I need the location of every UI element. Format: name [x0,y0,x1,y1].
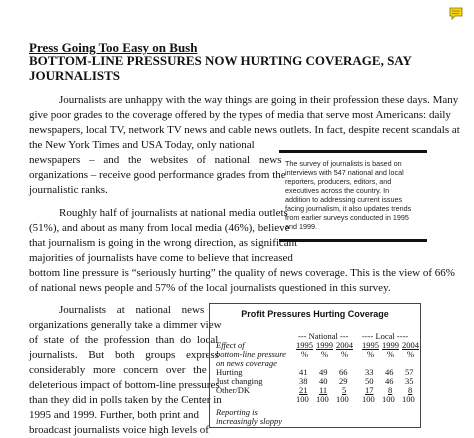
body-line: Journalists at national news [59,304,205,316]
table-cell: 46 [385,367,394,377]
table-cell: 8 [388,385,393,395]
year-header: 1999 [382,340,399,350]
body-line: deleterious impact of bottom-line pressures [29,379,220,391]
sidebar-line: executives across the country. In [285,186,390,195]
sidebar-line: from earlier surveys conducted in 1995 [285,213,409,222]
body-line: 1995 and 1999. Further, both print and [29,409,200,421]
table-cell: 100 [296,394,309,404]
table-title: Profit Pressures Hurting Coverage [241,309,389,319]
table-cell: 100 [362,394,375,404]
body-line: of state of the profession than do local [29,334,219,346]
body-line: that journalism is going in the wrong direction, as significant [29,237,298,249]
body-line: organizations generally take a dimmer view [29,319,222,331]
year-header: 2004 [336,340,353,350]
table-cell: 8 [408,385,413,395]
table-cell: 35 [405,376,414,386]
body-line: journalistic ranks. [29,184,108,196]
body-line: than they did in polls taken by the Center in [29,394,222,406]
year-header: 1995 [296,340,313,350]
sidebar-line: interviews with 547 national and local [285,168,404,177]
table-cell: 57 [405,367,414,377]
table-cell: 100 [316,394,329,404]
table-cell: 100 [336,394,349,404]
pct-header: % [341,349,349,359]
effect-label: bottom-line pressure [216,349,286,359]
table-cell: 40 [319,376,328,386]
body-line: of national news people and 57% of the local journalists questioned in this survey. [29,282,391,294]
body-line: Journalists are unhappy with the way things are going in their profession these days. Many [59,94,459,106]
sidebar-line: facing journalism, it also updates trends [285,204,412,213]
table-cell: 41 [299,367,308,377]
pct-header: % [387,349,395,359]
profit-pressures-table [209,303,421,428]
body-line: newspapers – and the websites of national news [29,154,282,166]
body-line: the New York Times and USA Today, only national [29,139,255,151]
table-cell: 100 [402,394,415,404]
table-cell: 11 [319,385,328,395]
effect-label: Effect of [216,340,245,350]
body-line: considerably more concern over the [29,364,207,376]
body-line: (51%), and about as many from local media (46%), believe [29,222,290,234]
table-cell: 100 [382,394,395,404]
table-cell: 38 [299,376,308,386]
row-label: Other/DK [216,385,250,395]
table-cell: 50 [365,376,374,386]
national-header: --- National --- [298,331,349,341]
local-header: ---- Local ---- [362,331,409,341]
row-label: Hurting [216,367,243,377]
body-line: give poor grades to the coverage offered by the types of media that serve most Americans: daily [29,109,451,121]
survey-sidebar [279,150,427,242]
sidebar-line: addition to addressing current issues [285,195,403,204]
body-line: organizations – receive good performance grades from the [29,169,286,181]
table-cell: 46 [385,376,394,386]
table-cell: 21 [299,385,308,395]
table-cell: 5 [342,385,347,395]
pct-header: % [367,349,375,359]
table-cell: 29 [339,376,348,386]
year-header: 1995 [362,340,379,350]
row-label: Just changing [216,376,263,386]
body-line: newspapers, local TV, network TV news and cable news outlets. In fact, despite recent scandals at [29,124,460,136]
headline: BOTTOM-LINE PRESSURES NOW HURTING COVERAGE, SAY JOURNALISTS [29,53,412,83]
pct-header: % [301,349,309,359]
body-line: bottom line pressure is “seriously hurting” the quality of news coverage. This is the view of 66% [29,267,455,279]
sidebar-line: reporters, producers, editors, and [285,177,392,186]
year-header: 2004 [402,340,419,350]
reporting-label: increasingly sloppy [216,416,283,426]
sidebar-line: The survey of journalists is based on [285,159,402,168]
body-line: majorities of journalists have come to believe that increased [29,252,293,264]
table-cell: 66 [339,367,348,377]
body-line: broadcast journalists voice high levels of [29,424,209,436]
year-header: 1999 [316,340,333,350]
pct-header: % [321,349,329,359]
reporting-label: Reporting is [216,407,258,417]
page-title: Press Going Too Easy on Bush [29,40,198,55]
pct-header: % [407,349,415,359]
body-line: journalists. But both groups express [29,349,219,361]
sidebar-line: and 1999. [285,222,317,231]
table-cell: 17 [365,385,374,395]
sticky-note-icon[interactable] [448,6,464,22]
effect-label: on news coverage [216,358,277,368]
table-cell: 33 [365,367,374,377]
body-line: Roughly half of journalists at national media outlets [59,207,288,219]
table-cell: 49 [319,367,328,377]
